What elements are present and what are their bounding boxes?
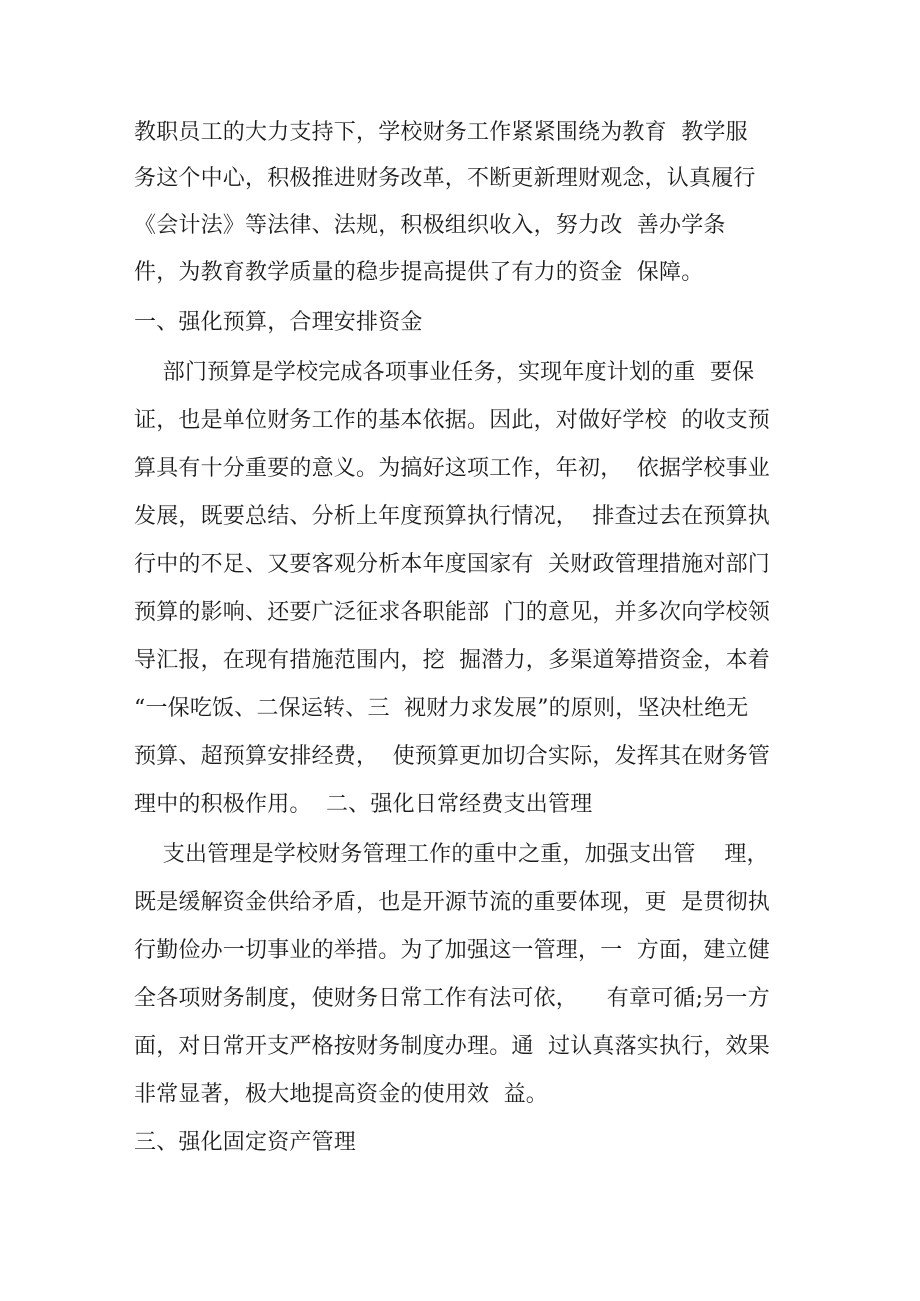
paragraph-line: 部门预算是学校完成各项事业任务，实现年度计划的重 要保 [134,360,755,385]
paragraph-line: 既是缓解资金供给矛盾，也是开源节流的重要体现，更 是贯彻执 [134,890,770,915]
paragraph-line: 算具有十分重要的意义。为搞好这项工作，年初， 依据学校事业 [134,456,770,481]
paragraph-line: 证，也是单位财务工作的基本依据。因此，对做好学校 的收支预 [134,408,770,433]
paragraph-line: 导汇报，在现有措施范围内，挖 掘潜力，多渠道筹措资金，本着 [134,648,770,673]
paragraph-line: 面，对日常开支严格按财务制度办理。通 过认真落实执行，效果 [134,1034,770,1059]
paragraph-line: 非常显著，极大地提高资金的使用效 益。 [134,1082,548,1107]
paragraph-line: 全各项财务制度，使财务日常工作有法可依， 有章可循;另一方 [134,986,770,1011]
paragraph-line: 支出管理是学校财务管理工作的重中之重，加强支出管 理， [134,842,769,867]
paragraph-line: 理中的积极作用。 二、强化日常经费支出管理 [134,792,593,817]
paragraph-line: 《会计法》等法律、法规，积极组织收入，努力改 善办学条 [134,213,726,238]
section-heading: 三、强化固定资产管理 [134,1130,357,1155]
paragraph-line: 发展，既要总结、分析上年度预算执行情况， 排查过去在预算执 [134,504,770,529]
paragraph-line: “一保吃饭、二保运转、三 视财力求发展”的原则，坚决杜绝无 [134,696,749,721]
paragraph-line: 行勤俭办一切事业的举措。为了加强这一管理，一 方面，建立健 [134,938,770,963]
paragraph-line: 务这个中心，积极推进财务改革，不断更新理财观念，认真履行 [134,166,756,191]
paragraph-line: 教职员工的大力支持下，学校财务工作紧紧围绕为教育 教学服 [134,120,748,145]
paragraph-line: 行中的不足、又要客观分析本年度国家有 关财政管理措施对部门 [134,552,770,577]
paragraph-line: 件，为教育教学质量的稳步提高提供了有力的资金 保障。 [134,260,704,285]
paragraph-line: 预算、超预算安排经费， 使预算更加切合实际，发挥其在财务管 [134,744,770,769]
section-heading: 一、强化预算，合理安排资金 [134,310,423,335]
paragraph-line: 预算的影响、还要广泛征求各职能部 门的意见，并多次向学校领 [134,600,770,625]
